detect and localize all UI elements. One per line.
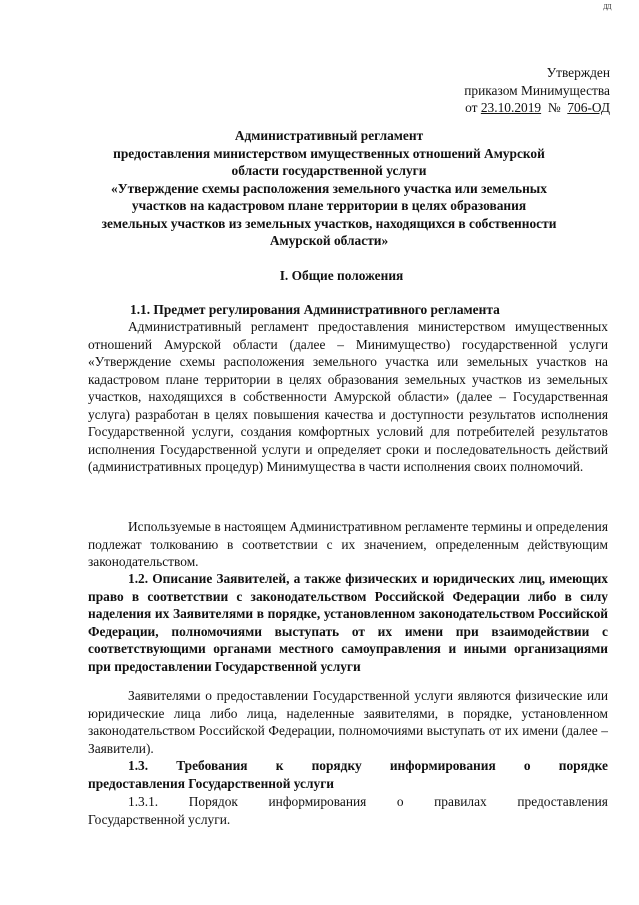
paragraph-1-2: Заявителями о предоставлении Государственной услуги являются физические или юридические лица либо лица, наделенные заявителями, в порядке, установленном законодательством Российской Федерации, полномочиями выступать от их имени (далее – Заявители). (88, 688, 608, 756)
paragraph-1-3-1 (88, 793, 608, 828)
subsection-1-3-word: порядку (311, 758, 362, 773)
approval-number-sign: № (547, 100, 561, 115)
title-line-5: участков на кадастровом плане территории в целях образования (131, 198, 527, 213)
title-line-3: области государственной услуги (231, 163, 427, 178)
subsection-1-3-word: порядке (558, 758, 608, 773)
title-line-2: предоставления министерством имущественных отношений Амурской (113, 145, 545, 161)
title-line-7: Амурской области» (269, 233, 389, 248)
paragraph-1-3-1-word: 1.3.1. (128, 794, 159, 809)
corner-scan-mark: ДД (603, 3, 611, 11)
subsection-1-3-word: к (275, 758, 284, 773)
approval-date-prefix: от (465, 100, 481, 115)
paragraph-1-3-1-word: предоставления (517, 794, 608, 809)
subsection-1-3-second-line: предоставления Государственной услуги (88, 775, 334, 791)
subsection-1-1-heading: 1.1. Предмет регулирования Административного регламента (130, 302, 500, 317)
subsection-1-2-heading: 1.2. Описание Заявителей, а также физических и юридических лиц, имеющих право в соответствии с законодательством Российской Федерации либо в силу наделения их Заявителями в порядке, установленном законодательством Российской Федерации, полномочиями выступать от их имени при взаимодействии с соответствующими органами местного самоуправления и иными организациями при предоставлении Государственной услуги (88, 571, 608, 674)
approval-line-1: Утвержден (546, 65, 610, 80)
paragraph-1-3-1-word: о (396, 794, 404, 809)
subsection-1-3-word: о (523, 758, 531, 773)
paragraph-1-3-1-word: Порядок (188, 794, 238, 809)
title-line-6: земельных участков из земельных участков, находящихся в собственности (101, 215, 557, 231)
subsection-1-3-word: Требования (176, 758, 248, 773)
approval-stamp (464, 64, 610, 117)
subsection-1-3-word: информирования (389, 758, 496, 773)
subsection-1-3-first-line (88, 757, 608, 775)
paragraph-1-3-1-word: правилах (434, 794, 487, 809)
approval-date: 23.10.2019 (480, 100, 542, 115)
approval-number: 706-ОД (567, 100, 610, 115)
document-title (84, 127, 574, 250)
subsection-1-3-heading (88, 757, 608, 792)
subsection-1-3-word: 1.3. (128, 758, 149, 773)
title-line-1: Административный регламент (234, 128, 424, 143)
paragraph-1-3-1-word: информирования (268, 794, 367, 809)
paragraph-1-3-1-first-line (88, 793, 608, 811)
paragraph-terms: Используемые в настоящем Административном регламенте термины и определения подлежат толкованию в соответствии с их значением, определенным действующим законодательством. (88, 519, 608, 569)
paragraph-1-1: Административный регламент предоставления министерством имущественных отношений Амурской области (далее – Минимущество) государственной услуги «Утверждение схемы расположения земельного участка или земельных участков на кадастровом плане территории в целях образования земельных участков из земельных участков, находящихся в собственности Амурской области» (далее – Государственная услуга) разработан в целях повышения качества и доступности результатов исполнения Государственной услуги, создания комфортных условий для потребителей результатов исполнения Государственной услуги и определяет сроки и последовательность действий (административных процедур) Минимущества в части исполнения своих полномочий. (88, 319, 608, 474)
approval-line-2: приказом Минимущества (464, 82, 610, 98)
paragraph-1-3-1-second-line: Государственной услуги. (88, 811, 231, 827)
title-line-4: «Утверждение схемы расположения земельного участка или земельных (111, 180, 547, 196)
section-heading: I. Общие положения (279, 268, 404, 283)
approval-line-3 (464, 99, 610, 117)
